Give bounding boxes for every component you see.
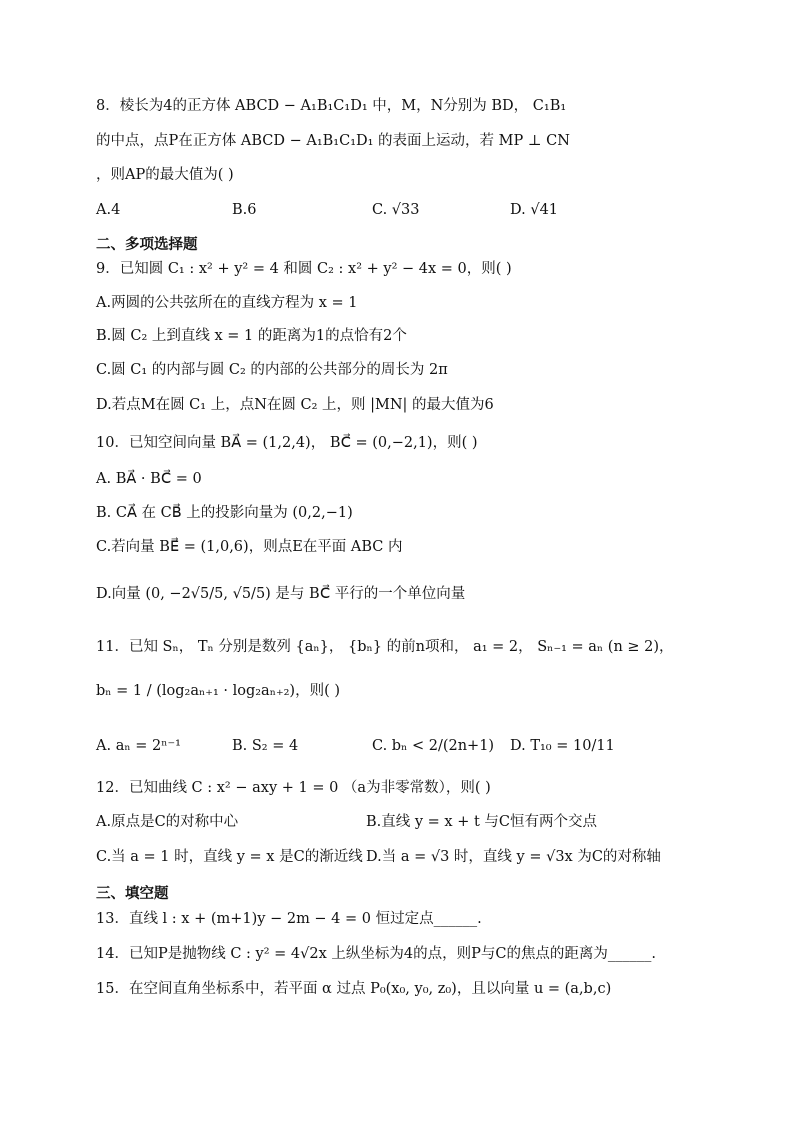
section-heading-fill-blank: 三、填空题 <box>96 886 169 902</box>
q11-option-d: D. T₁₀ = 10/11 <box>510 738 615 754</box>
q8-option-c: C. √33 <box>372 202 420 218</box>
q8-line2: 的中点，点P在正方体 ABCD − A₁B₁C₁D₁ 的表面上运动，若 MP ⊥ CN <box>96 133 570 149</box>
q12-options-cd <box>96 847 736 867</box>
q8-option-d: D. √41 <box>510 202 559 218</box>
q12-option-d: D.当 a = √3 时，直线 y = √3x 为C的对称轴 <box>366 849 661 865</box>
q14: 14．已知P是抛物线 C : y² = 4√2x 上纵坐标为4的点，则P与C的焦点的距离为______. <box>96 946 657 962</box>
section-heading-multiple-choice: 二、多项选择题 <box>96 237 198 253</box>
q10-option-b: B. CA⃗ 在 CB⃗ 上的投影向量为 (0,2,−1) <box>96 505 353 521</box>
q10-stem: 10．已知空间向量 BA⃗ = (1,2,4)， BC⃗ = (0,−2,1)，则( ) <box>96 435 478 451</box>
q10-option-a: A. BA⃗ · BC⃗ = 0 <box>96 471 202 487</box>
q11-option-a: A. aₙ = 2ⁿ⁻¹ <box>96 738 181 754</box>
q8-options <box>96 200 736 220</box>
q8-line3: ，则AP的最大值为( ) <box>96 167 234 183</box>
q15: 15．在空间直角坐标系中，若平面 α 过点 P₀(x₀, y₀, z₀)，且以向量 u = (a,b,c) <box>96 981 612 997</box>
q13: 13．直线 l : x + (m+1)y − 2m − 4 = 0 恒过定点______. <box>96 911 482 927</box>
q8-option-a: A.4 <box>96 202 121 218</box>
q10-option-d: D.向量 (0, −2√5/5, √5/5) 是与 BC⃗ 平行的一个单位向量 <box>96 586 466 602</box>
q12-options-ab <box>96 812 736 832</box>
q11-stem: 11．已知 Sₙ， Tₙ 分别是数列 {aₙ}， {bₙ} 的前n项和， a₁ = 2， Sₙ₋₁ = aₙ (n ≥ 2)， <box>96 639 674 655</box>
q12-option-a: A.原点是C的对称中心 <box>96 814 239 830</box>
q11-option-b: B. S₂ = 4 <box>232 738 299 754</box>
q12-option-b: B.直线 y = x + t 与C恒有两个交点 <box>366 814 598 830</box>
q10-option-c: C.若向量 BE⃗ = (1,0,6)，则点E在平面 ABC 内 <box>96 539 403 555</box>
q11-option-c: C. bₙ < 2/(2n+1) <box>372 738 495 754</box>
q9-option-a: A.两圆的公共弦所在的直线方程为 x = 1 <box>96 295 358 311</box>
q11-line2: bₙ = 1 / (log₂aₙ₊₁ · log₂aₙ₊₂)，则( ) <box>96 683 341 699</box>
q11-options <box>96 736 736 756</box>
q12-stem: 12．已知曲线 C : x² − axy + 1 = 0 （a为非零常数），则( ) <box>96 780 491 796</box>
q12-option-c: C.当 a = 1 时，直线 y = x 是C的渐近线 <box>96 849 363 865</box>
q9-stem: 9．已知圆 C₁ : x² + y² = 4 和圆 C₂ : x² + y² − 4x = 0，则( ) <box>96 261 512 277</box>
q9-option-c: C.圆 C₁ 的内部与圆 C₂ 的内部的公共部分的周长为 2π <box>96 362 448 378</box>
q8-line1: 8．棱长为4的正方体 ABCD − A₁B₁C₁D₁ 中，M，N分别为 BD， C₁B₁ <box>96 98 567 114</box>
q8-option-b: B.6 <box>232 202 257 218</box>
q9-option-b: B.圆 C₂ 上到直线 x = 1 的距离为1的点恰有2个 <box>96 328 407 344</box>
q9-option-d: D.若点M在圆 C₁ 上，点N在圆 C₂ 上，则 |MN| 的最大值为6 <box>96 397 494 413</box>
